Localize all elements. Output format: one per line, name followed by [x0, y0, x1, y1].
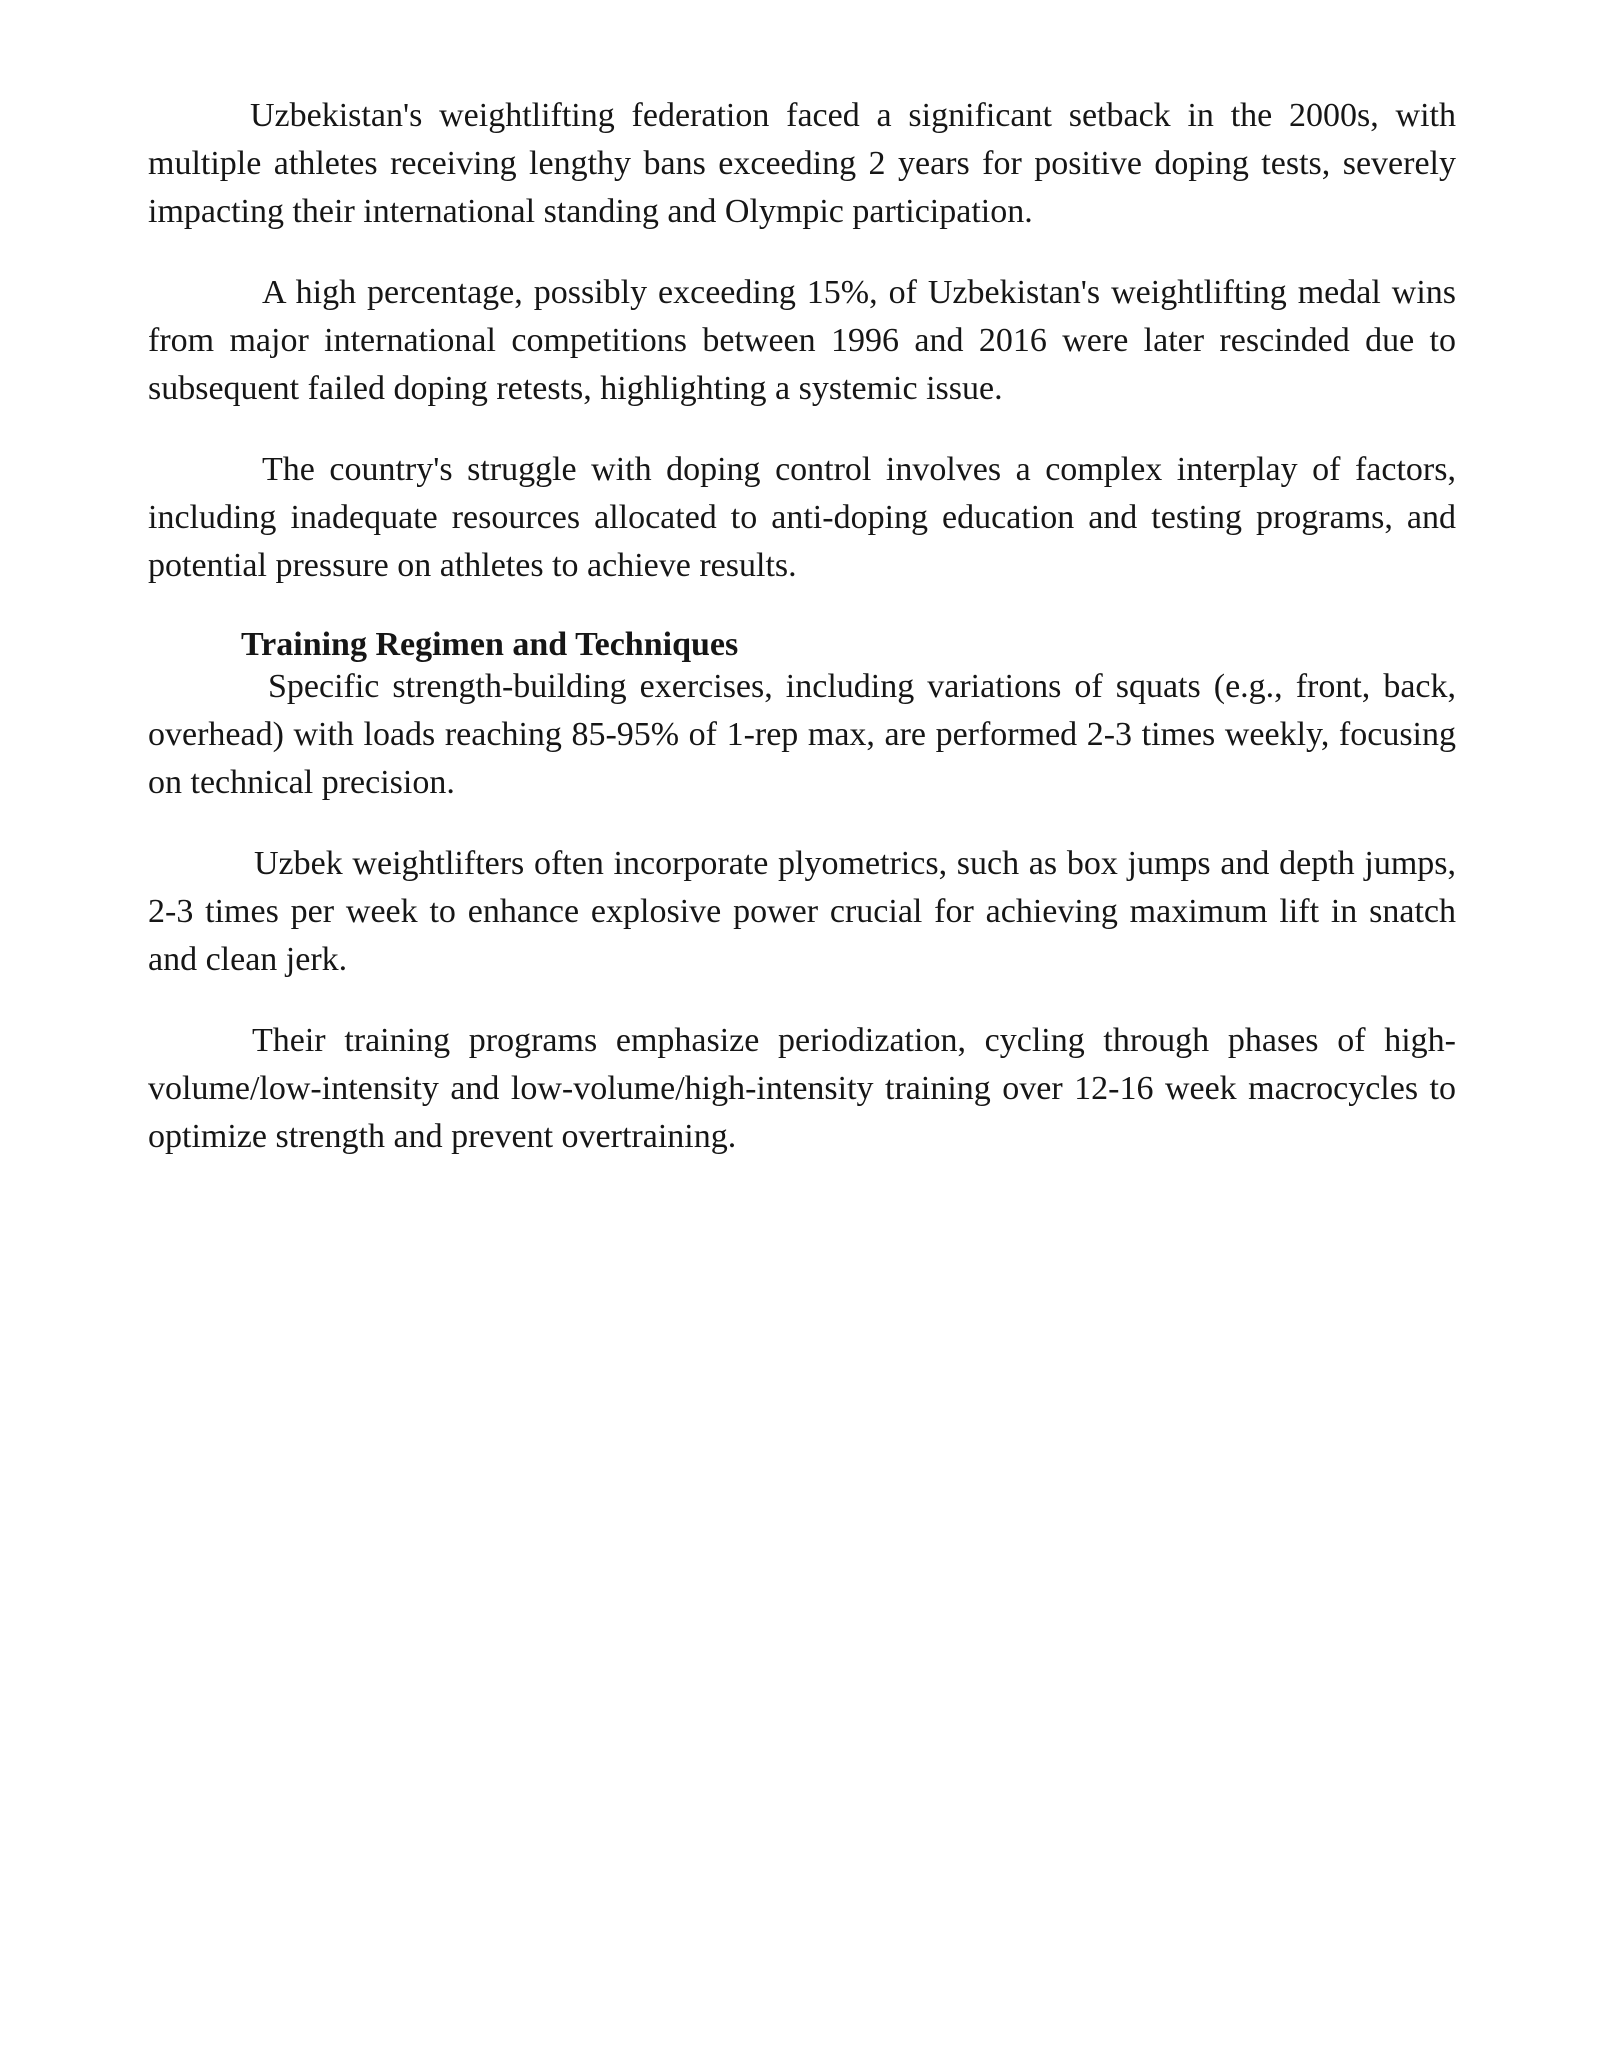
paragraph-medal-rescinded: A high percentage, possibly exceeding 15%, of Uzbekistan's weightlifting medal wins from major international competitions between 1996 and 2016 were later rescinded due to subsequent failed doping retests, highlighting a systemic issue. — [148, 274, 1456, 407]
paragraph-strength-exercises: Specific strength-building exercises, including variations of squats (e.g., front, back, overhead) with loads reaching 85-95% of 1-rep max, are performed 2-3 times weekly, focusing on technical precision. — [148, 668, 1456, 801]
document-body — [148, 92, 1456, 1194]
section-heading: Training Regimen and Techniques — [241, 626, 739, 663]
paragraph-doping-bans: Uzbekistan's weightlifting federation faced a significant setback in the 2000s, with multiple athletes receiving lengthy bans exceeding 2 years for positive doping tests, severely impacting their international standing and Olympic participation. — [148, 97, 1456, 230]
paragraph-doping-control: The country's struggle with doping control involves a complex interplay of factors, including inadequate resources allocated to anti-doping education and testing programs, and potential pressure on athletes to achieve results. — [148, 451, 1456, 584]
paragraph-periodization: Their training programs emphasize periodization, cycling through phases of high-volume/low-intensity and low-volume/high-intensity training over 12-16 week macrocycles to optimize strength and prevent overtraining. — [148, 1022, 1456, 1155]
paragraph-plyometrics: Uzbek weightlifters often incorporate plyometrics, such as box jumps and depth jumps, 2-3 times per week to enhance explosive power crucial for achieving maximum lift in snatch and clean jerk. — [148, 845, 1456, 978]
